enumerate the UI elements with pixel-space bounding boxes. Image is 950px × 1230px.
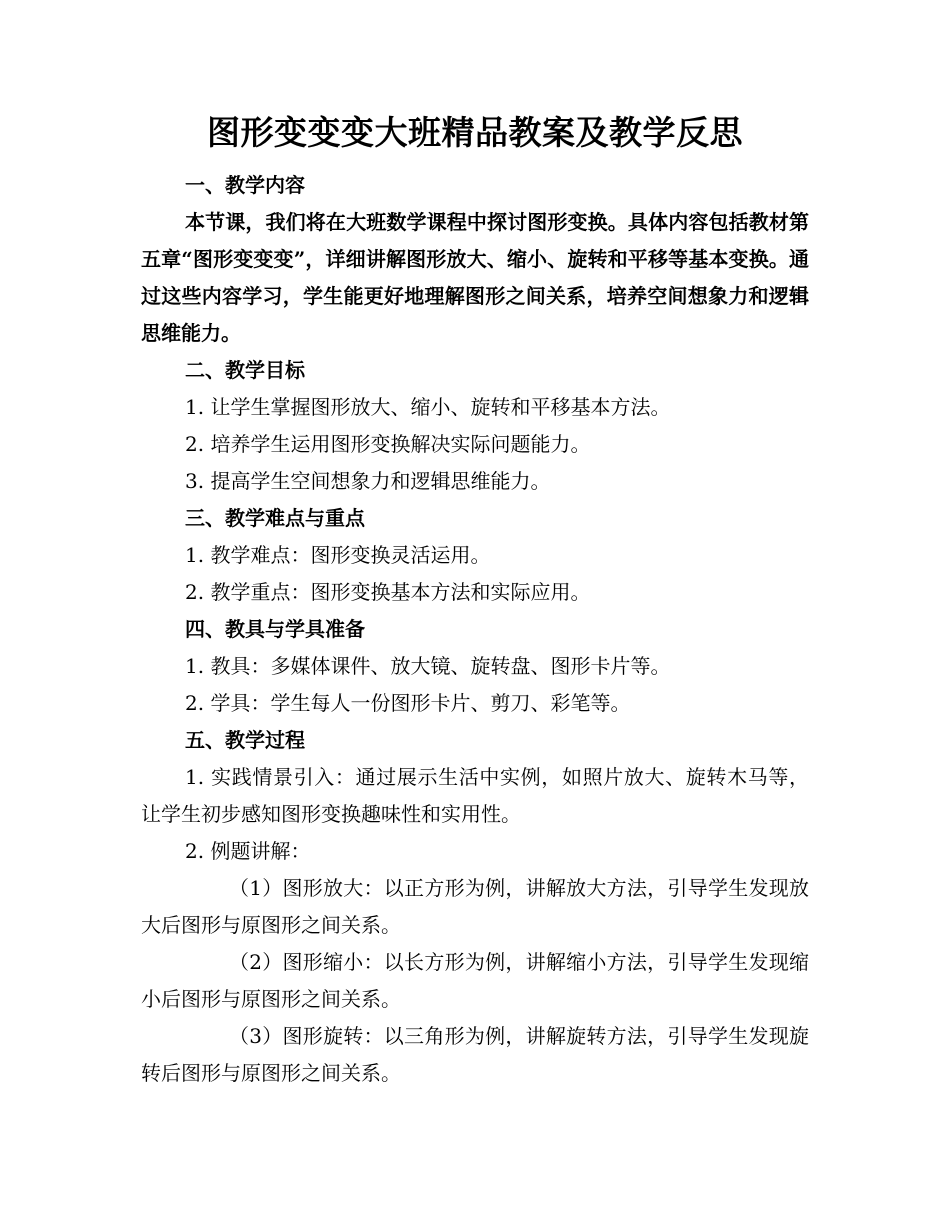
section-heading-materials: 四、教具与学具准备 [185, 617, 365, 641]
list-item: 2. 学具：学生每人一份图形卡片、剪刀、彩笔等。 [185, 691, 631, 715]
example-sub-item: （1）图形放大：以正方形为例，讲解放大方法，引导学生发现放大后图形与原图形之间关系。 [141, 876, 809, 937]
list-item: 1. 教学难点：图形变换灵活运用。 [185, 543, 491, 567]
list-item: 2. 培养学生运用图形变换解决实际问题能力。 [185, 432, 591, 456]
example-sub-item: （2）图形缩小：以长方形为例，讲解缩小方法，引导学生发现缩小后图形与原图形之间关系。 [141, 950, 809, 1011]
example-sub-item: （3）图形旋转：以三角形为例，讲解旋转方法，引导学生发现旋转后图形与原图形之间关系。 [141, 1024, 809, 1085]
section-heading-process: 五、教学过程 [185, 728, 305, 752]
list-item: 1. 让学生掌握图形放大、缩小、旋转和平移基本方法。 [185, 395, 671, 419]
section-heading-difficulties: 三、教学难点与重点 [185, 506, 365, 530]
section-heading-objectives: 二、教学目标 [185, 358, 305, 382]
section-heading-content: 一、教学内容 [185, 173, 305, 197]
list-item: 3. 提高学生空间想象力和逻辑思维能力。 [185, 469, 551, 493]
list-item: 1. 教具：多媒体课件、放大镜、旋转盘、图形卡片等。 [185, 654, 671, 678]
process-step-examples: 2. 例题讲解： [185, 839, 311, 863]
document-title: 图形变变变大班精品教案及教学反思 [207, 113, 743, 152]
document-body [141, 167, 809, 1092]
list-item: 2. 教学重点：图形变换基本方法和实际应用。 [185, 580, 591, 604]
section-paragraph-content: 本节课，我们将在大班数学课程中探讨图形变换。具体内容包括教材第五章“图形变变变”，详细讲解图形放大、缩小、旋转和平移等基本变换。通过这些内容学习，学生能更好地理解图形之间关系，培养空间想象力和逻辑思维能力。 [141, 210, 809, 345]
process-step-intro: 1. 实践情景引入：通过展示生活中实例，如照片放大、旋转木马等，让学生初步感知图形变换趣味性和实用性。 [141, 765, 809, 826]
